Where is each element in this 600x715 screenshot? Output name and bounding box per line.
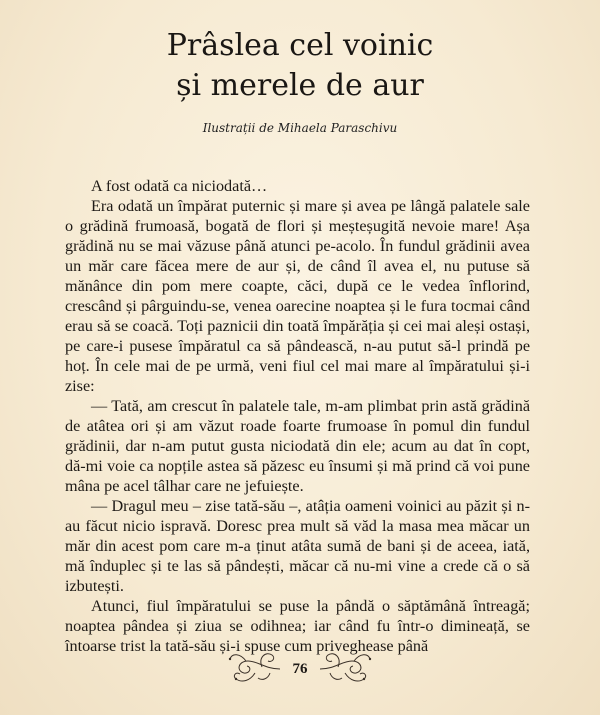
- paragraph: A fost odată ca niciodată…: [91, 177, 268, 195]
- title-line-1: Prâslea cel voinic: [166, 28, 434, 63]
- page-footer: [0, 647, 600, 687]
- story-text: [65, 176, 530, 656]
- title-line-2: și merele de aur: [176, 68, 424, 103]
- paragraph: Atunci, fiul împăratului se puse la pândă o săptămână întreagă; noaptea pândea și ziua se odihnea; iar când fu într-o dimineață, se întoarse trist la tată-său și-i spuse cum priveghease până: [65, 597, 530, 655]
- paragraph: — Tată, am crescut în palatele tale, m-am plimbat prin astă grădină de atâtea ori și am văzut roade foarte frumoase în pomul din fundul grădinii, dar n-am putut gusta niciodată din ele; acum au dat în copt, dă-mi voie ca nopțile astea să păzesc eu însumi și mă prind că voi pune mâna pe acel tâlhar care ne jefuiește.: [65, 397, 530, 495]
- illustration-credit: Ilustrații de Mihaela Paraschivu: [202, 121, 398, 135]
- paragraph: — Dragul meu – zise tată-său –, atâția oameni voinici au păzit și n-au făcut nicio ispravă. Doresc prea mult să văd la masa mea măcar un măr din acest pom care m-a ținut atâta sumă de bani și de aceea, iată, mă înduplec și te las să pândești, măcar că nu-mi vine a crede că o să izbutești.: [65, 497, 530, 595]
- page-number: 76: [292, 661, 308, 677]
- paragraph: Era odată un împărat puternic și mare și avea pe lângă palatele sale o grădină frumoasă, bogată de flori și meșteșugită nevoie mare! Așa grădină nu se mai văzuse până atunci pe-acolo. În fundul grădinii avea un măr care făcea mere de aur și, de când îl avea el, nu putuse să mănânce din pom mere coapte, căci, după ce le vedea înflorind, crescând și pârguindu-se, venea oarecine noaptea și le fura tocmai când erau să se coacă. Toți paznicii din toată împărăția și cei mai aleși ostași, pe care-i pusese împăratul ca să pândească, n-au putut să-l prindă pe hoț. În cele mai de pe urmă, veni fiul cel mai mare al împăratului și-i zise:: [65, 197, 530, 395]
- page-title: [0, 26, 600, 106]
